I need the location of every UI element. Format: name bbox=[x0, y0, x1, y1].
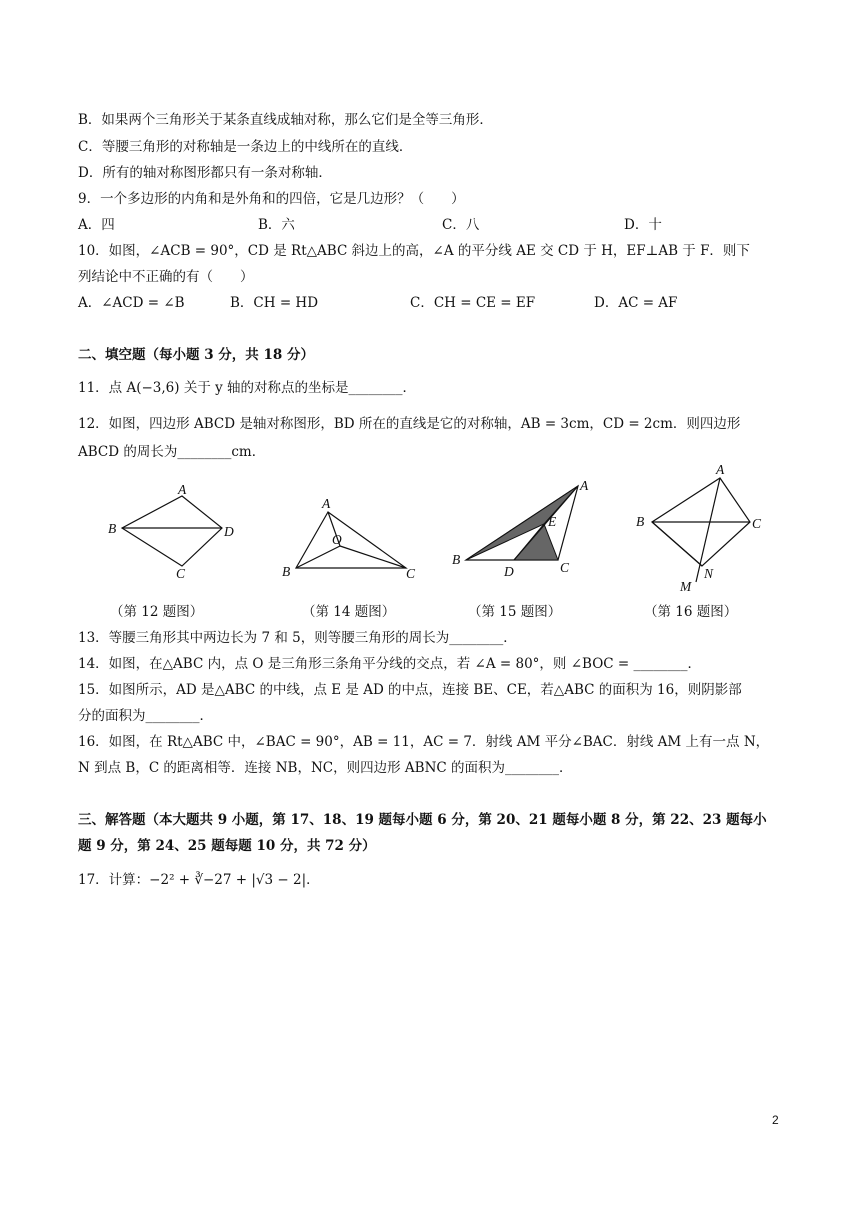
f12-label-b: B bbox=[108, 521, 117, 536]
f12-label-a: A bbox=[178, 482, 187, 497]
q15-line2: 分的面积为________． bbox=[78, 708, 213, 724]
q8-option-b: B．如果两个三角形关于某条直线成轴对称，那么它们是全等三角形． bbox=[78, 112, 493, 128]
q8-option-c: C．等腰三角形的对称轴是一条边上的中线所在的直线． bbox=[78, 139, 413, 155]
q10-option-d: D．AC = AF bbox=[594, 295, 678, 311]
f16-label-c: C bbox=[752, 516, 762, 531]
caption-fig-14: （第 14 题图） bbox=[302, 604, 396, 620]
q12-line1: 12．如图，四边形 ABCD 是轴对称图形，BD 所在的直线是它的对称轴，AB = 3cm，CD = 2cm．则四边形 bbox=[78, 416, 741, 432]
q13: 13．等腰三角形其中两边长为 7 和 5，则等腰三角形的周长为________． bbox=[78, 630, 517, 646]
f15-label-d: D bbox=[504, 564, 514, 579]
figure-15 bbox=[448, 476, 598, 586]
q14: 14．如图，在△ABC 内，点 O 是三角形三条角平分线的交点，若 ∠A = 80°，则 ∠BOC = ________． bbox=[78, 656, 701, 672]
q10-option-a: A．∠ACD = ∠B bbox=[78, 295, 185, 311]
f16-label-a: A bbox=[716, 462, 725, 477]
q12-line2: ABCD 的周长为________cm． bbox=[78, 444, 266, 460]
q9-options bbox=[78, 213, 798, 233]
q16-line1: 16．如图，在 Rt△ABC 中，∠BAC = 90°，AB = 11，AC = 7．射线 AM 平分∠BAC．射线 AM 上有一点 N， bbox=[78, 734, 770, 750]
f15-label-e: E bbox=[548, 514, 557, 529]
q10-stem-line1: 10．如图，∠ACB = 90°，CD 是 Rt△ABC 斜边上的高，∠A 的平分线 AE 交 CD 于 H，EF⊥AB 于 F．则下 bbox=[78, 243, 750, 259]
caption-fig-12: （第 12 题图） bbox=[110, 604, 204, 620]
q9-option-d: D．十 bbox=[624, 217, 662, 233]
section-2-heading: 二、填空题（每小题 3 分，共 18 分） bbox=[78, 347, 314, 363]
section-3-heading-line2: 题 9 分，第 24、25 题每题 10 分，共 72 分） bbox=[78, 838, 376, 854]
q16-line2: N 到点 B，C 的距离相等．连接 NB，NC，则四边形 ABNC 的面积为________． bbox=[78, 760, 573, 776]
q9-option-b: B．六 bbox=[258, 217, 295, 233]
q10-stem-line2: 列结论中不正确的有（ ） bbox=[78, 269, 254, 285]
q9-option-a: A．四 bbox=[78, 217, 115, 233]
f16-label-m: M bbox=[680, 579, 692, 594]
q17: 17．计算：−2² + ∛−27 + |√3 − 2|． bbox=[78, 872, 320, 888]
q8-option-d: D．所有的轴对称图形都只有一条对称轴． bbox=[78, 165, 332, 181]
section-3-heading-line1: 三、解答题（本大题共 9 小题，第 17、18、19 题每小题 6 分，第 20、21 题每小题 8 分，第 22、23 题每小 bbox=[78, 812, 767, 828]
f12-label-c: C bbox=[176, 566, 186, 581]
f15-label-a: A bbox=[580, 478, 589, 493]
f15-label-b: B bbox=[452, 552, 461, 567]
figure-14 bbox=[278, 490, 428, 590]
q9-stem: 9．一个多边形的内角和是外角和的四倍，它是几边形？（ ） bbox=[78, 191, 465, 207]
f16-label-n: N bbox=[704, 566, 714, 581]
f14-label-a: A bbox=[322, 496, 331, 511]
figure-12 bbox=[100, 478, 240, 588]
q10-option-b: B．CH = HD bbox=[230, 295, 319, 311]
f12-label-d: D bbox=[224, 524, 234, 539]
figure-16 bbox=[630, 460, 780, 596]
f14-label-b: B bbox=[282, 564, 291, 579]
q10-options bbox=[78, 291, 798, 311]
f14-label-o: O bbox=[332, 532, 342, 547]
f14-label-c: C bbox=[406, 566, 416, 581]
page-number: 2 bbox=[772, 1113, 779, 1127]
f15-label-c: C bbox=[560, 560, 570, 575]
f16-label-b: B bbox=[636, 514, 645, 529]
caption-fig-16: （第 16 题图） bbox=[644, 604, 738, 620]
q10-option-c: C．CH = CE = EF bbox=[410, 295, 536, 311]
q9-option-c: C．八 bbox=[442, 217, 480, 233]
q15-line1: 15．如图所示，AD 是△ABC 的中线，点 E 是 AD 的中点，连接 BE、CE，若△ABC 的面积为 16，则阴影部 bbox=[78, 682, 742, 698]
q11: 11．点 A(−3,6) 关于 y 轴的对称点的坐标是________． bbox=[78, 380, 417, 396]
caption-fig-15: （第 15 题图） bbox=[468, 604, 562, 620]
